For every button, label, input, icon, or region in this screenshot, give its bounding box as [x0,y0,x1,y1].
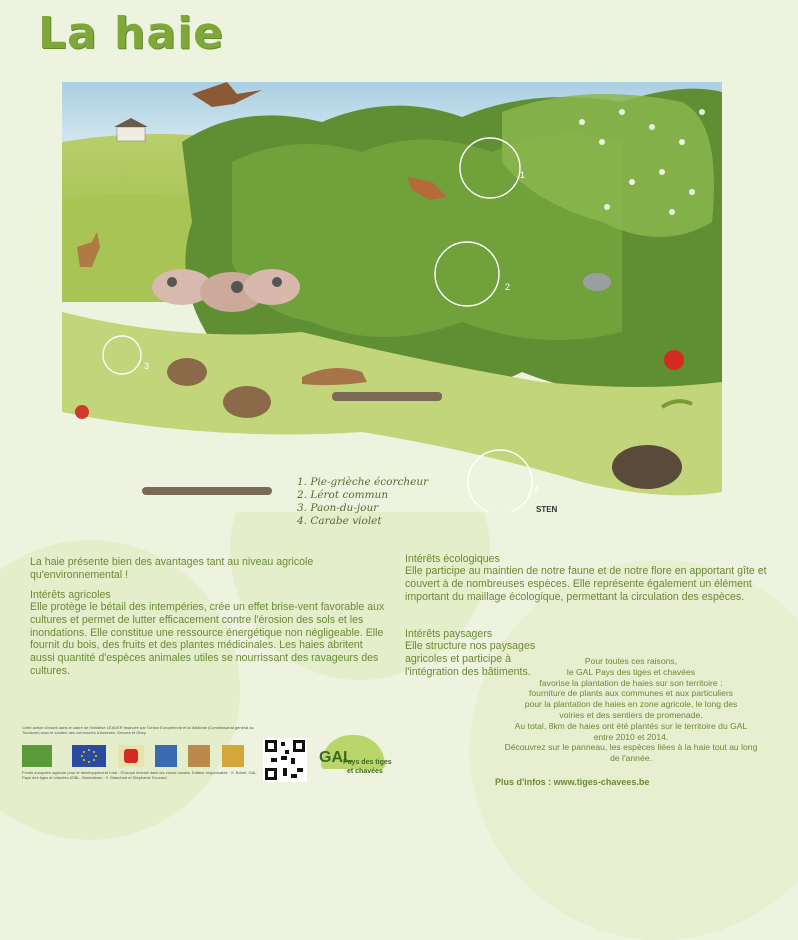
gal-logo-subtext: Pays des tiges [343,759,392,766]
poppy [75,405,89,419]
hedge-illustration-svg [62,82,722,512]
legend-item: 2. Lérot commun [297,489,389,501]
agricultural-heading: Intérêts agricoles [30,589,111,601]
eu-stars-icon [72,745,106,767]
legend-item: 3. Paon-du-jour [297,502,379,514]
commune-logo [188,745,210,767]
gal-info-line: Pour toutes ces raisons, [584,656,678,666]
agricultural-text: Elle protège le bétail des intempéries, crée un effet brise-vent favorable aux cultures et permet de lutter efficacement contre l'érosion des sols et les inondations. Elle constitue une ressource énergétique non négligeable. Elle fournit du bois, des fruits et des plantes médicinales. Les haies abritent aussi quantité d'espèces animales utiles se nourrissant des ravageurs des cultures. [30,601,385,677]
qr-code[interactable] [263,738,307,782]
eu-flag-logo [72,745,106,767]
gal-info-line: de l'année. [610,753,652,764]
ecological-heading: Intérêts écologiques [405,553,500,565]
species-legend [297,476,428,528]
callout-number: 4 [534,484,540,494]
hedge-illustration [62,82,722,512]
intro-text: La haie présente bien des avantages tant au niveau agricole qu'environnemental ! [30,556,314,581]
more-info-link[interactable]: Plus d'infos : www.tiges-chavees.be [495,777,650,787]
gal-info-line: entre 2010 et 2014. [593,731,669,742]
landscape-heading: Intérêts paysagers [405,628,493,640]
ecological-text: Elle participe au maintien de notre faune et de notre flore en apportant gîte et couvert à de nombreuses espèces. Elle représente également un élément important du maillage écologique, permettant la circulation des espèces. [405,565,767,603]
legend-item: 4. Carabe violet [297,515,382,527]
leader-logo [22,745,52,767]
gal-info-line: favorise la plantation de haies sur son territoire : [539,677,723,688]
landscape-text: Elle structure nos paysages agricoles et participe à l'intégration des bâtiments. [405,640,536,678]
gal-info-line: Au total, 8km de haies ont été plantés sur le territoire du GAL [514,720,748,731]
gal-info-line: fourniture de plants aux communes et aux particuliers [529,688,733,699]
callout-number: 1 [520,170,526,180]
log [332,392,442,401]
wallonie-logo [118,745,144,767]
gal-info-line: Découvrez sur le panneau, les espèces liées à la haie tout au long [504,742,758,753]
commune-logo [222,745,244,767]
gal-logo-text: GAL [319,749,353,766]
farmhouse [117,127,145,141]
page-title: La haie [38,8,224,59]
gal-logo [317,735,392,785]
legend-item: 1. Pie-grièche écorcheur [297,476,429,488]
gal-info-box [502,656,760,764]
log [142,487,272,495]
blackcap [583,273,611,291]
ladybird [664,350,684,370]
rabbit [167,358,207,386]
gal-info-line: le GAL Pays des tiges et chavées [566,666,696,677]
commune-logo [155,745,177,767]
gal-logo-subtext: et chavées [347,768,383,775]
qr-code-icon [263,738,307,782]
callout-number: 2 [505,282,511,292]
rabbit [223,386,271,418]
editor-fine-print: Fonds européen agricole pour le développement rural : l'Europe investit dans les zones rurales. Editeur responsable : X. Bohet, GAL Pays des tiges et chavées ASBL. Illustrations : S. Blanchart et Stéphanie Foucard. [22,770,257,780]
funding-fine-print: Cette action s'inscrit dans le cadre de l'initiative LEADER financée par l'Union Européenne et la Wallonie (Commissariat général au Tourisme) avec le soutien des communes d'Assesse, Gesves et Ohey. [22,725,254,735]
hedgehog [612,445,682,489]
gal-info-line: pour la plantation de haies en zone agricole, le long des [524,699,738,710]
background-circle [0,540,240,840]
callout-number: 3 [144,361,150,371]
gal-info-line: voiries et des sentiers de promenade. [559,709,703,720]
illustrator-signature: STEN [536,505,558,514]
